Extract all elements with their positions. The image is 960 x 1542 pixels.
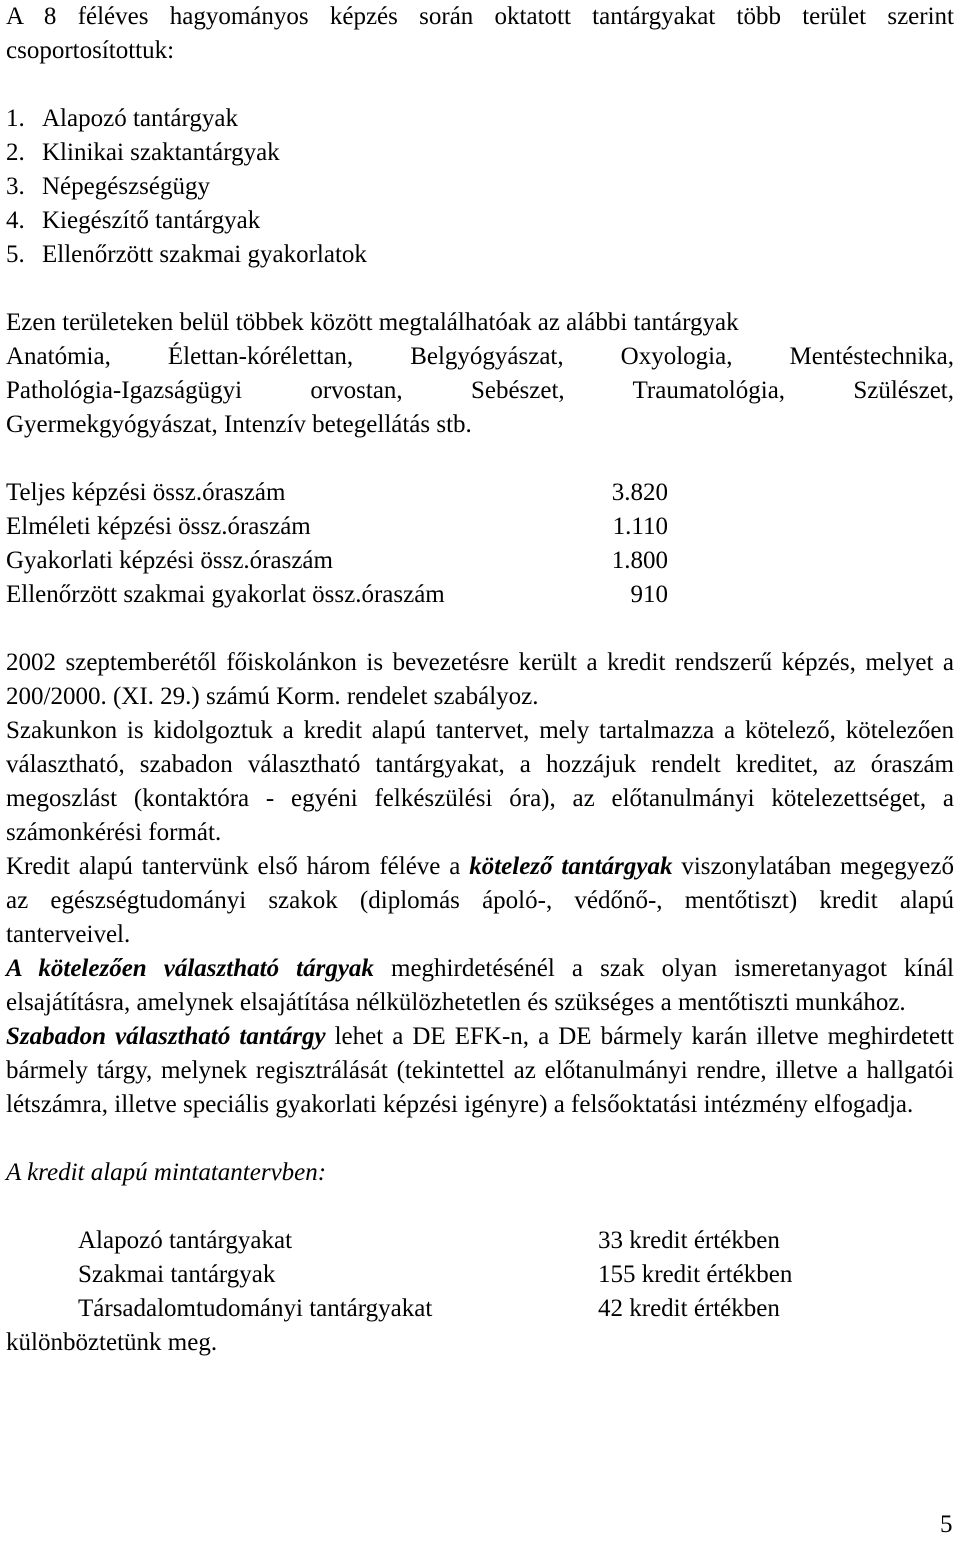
credits-label: Alapozó tantárgyakat bbox=[78, 1227, 293, 1254]
hours-row bbox=[6, 510, 954, 544]
paragraph-text: viszonylatában megegyező az egészségtudományi szakok (diplomás ápoló-, védőnő-, mentőtiszt) kredit alapú tanterveivel. bbox=[6, 853, 954, 948]
credits-value: 155 kredit értékben bbox=[598, 1261, 793, 1288]
credits-row bbox=[6, 1292, 954, 1326]
list-number: 1. bbox=[6, 105, 25, 132]
credits-table bbox=[6, 1224, 954, 1326]
hours-value: 1.110 bbox=[612, 513, 668, 540]
areas-list bbox=[6, 102, 954, 272]
list-label: Alapozó tantárgyak bbox=[42, 105, 238, 132]
sample-curriculum-heading: A kredit alapú mintatantervben: bbox=[6, 1159, 327, 1186]
list-label: Klinikai szaktantárgyak bbox=[42, 139, 280, 166]
list-item bbox=[6, 136, 954, 170]
hours-row bbox=[6, 476, 954, 510]
paragraph-text: lehet a DE EFK-n, a DE bármely karán illetve meghirdetett bármely tárgy, melynek regisztrálását (tekintettel az előtanulmányi rendre, illetve a hallgatói létszámra, illetve speciális gyakorlati képzési igényre) a felsőoktatási intézmény elfogadja. bbox=[6, 1023, 954, 1118]
closing-line: különböztetünk meg. bbox=[6, 1329, 218, 1356]
list-label: Kiegészítő tantárgyak bbox=[42, 207, 261, 234]
credit-intro-paragraph: 2002 szeptemberétől főiskolánkon is bevezetésre került a kredit rendszerű képzés, melyet a 200/2000. (XI. 29.) számú Korm. rendelet szabályoz. bbox=[6, 649, 954, 710]
subjects-line: Pathológia-Igazságügyi orvostan, Sebészet, Traumatológia, Szülészet, bbox=[6, 377, 954, 404]
intro-paragraph: A 8 féléves hagyományos képzés során oktatott tantárgyakat több terület szerint csoportosítottuk: bbox=[6, 3, 954, 64]
hours-label: Gyakorlati képzési össz.óraszám bbox=[6, 547, 333, 574]
list-label: Ellenőrzött szakmai gyakorlatok bbox=[42, 241, 367, 268]
credits-value: 42 kredit értékben bbox=[598, 1295, 780, 1322]
mandatory-subjects-emphasis: kötelező tantárgyak bbox=[469, 853, 673, 880]
hours-table bbox=[6, 476, 954, 612]
credits-value: 33 kredit értékben bbox=[598, 1227, 780, 1254]
subjects-paragraph bbox=[6, 306, 954, 442]
free-choice-paragraph bbox=[6, 1020, 954, 1122]
subjects-line: Gyermekgyógyászat, Intenzív betegellátás stb. bbox=[6, 411, 472, 438]
hours-label: Ellenőrzött szakmai gyakorlat össz.óraszám bbox=[6, 581, 445, 608]
list-number: 3. bbox=[6, 173, 25, 200]
list-number: 4. bbox=[6, 207, 25, 234]
free-choice-subject-emphasis: Szabadon választható tantárgy bbox=[6, 1023, 326, 1050]
credit-system-section bbox=[6, 646, 954, 1122]
credits-label: Szakmai tantárgyak bbox=[78, 1261, 276, 1288]
list-number: 2. bbox=[6, 139, 25, 166]
hours-value: 1.800 bbox=[611, 547, 668, 574]
paragraph-text: meghirdetésénél a szak olyan ismeretanyagot kínál elsajátításra, amelynek elsajátítása nélkülözhetetlen és szükséges a mentőtiszti munkához. bbox=[6, 955, 954, 1016]
hours-row bbox=[6, 578, 954, 612]
subjects-line: Ezen területeken belül többek között megtalálhatóak az alábbi tantárgyak bbox=[6, 309, 739, 336]
hours-value: 3.820 bbox=[611, 479, 668, 506]
page-number: 5 bbox=[940, 1511, 953, 1538]
hours-label: Teljes képzési össz.óraszám bbox=[6, 479, 286, 506]
document-page bbox=[6, 0, 954, 1360]
list-item bbox=[6, 102, 954, 136]
list-label: Népegészségügy bbox=[42, 173, 210, 200]
paragraph-text: Kredit alapú tantervünk első három féléve a bbox=[6, 853, 470, 880]
hours-value: 910 bbox=[630, 581, 668, 608]
list-item bbox=[6, 238, 954, 272]
subjects-line: Anatómia, Élettan-kórélettan, Belgyógyászat, Oxyologia, Mentéstechnika, bbox=[6, 343, 954, 370]
list-item bbox=[6, 170, 954, 204]
curriculum-paragraph: Szakunkon is kidolgoztuk a kredit alapú tantervet, mely tartalmazza a kötelező, kötelezően választható, szabadon választható tantárgyakat, a hozzájuk rendelt kreditet, az óraszám megoszlást (kontaktóra - egyéni felkészülési óra), az előtanulmányi kötelezettséget, a számonkérési formát. bbox=[6, 717, 954, 846]
credits-row bbox=[6, 1224, 954, 1258]
hours-label: Elméleti képzési össz.óraszám bbox=[6, 513, 311, 540]
list-number: 5. bbox=[6, 241, 25, 268]
list-item bbox=[6, 204, 954, 238]
credits-label: Társadalomtudományi tantárgyakat bbox=[78, 1295, 433, 1322]
credits-row bbox=[6, 1258, 954, 1292]
hours-row bbox=[6, 544, 954, 578]
elective-paragraph bbox=[6, 952, 954, 1020]
mandatory-paragraph bbox=[6, 850, 954, 952]
elective-subjects-emphasis: A kötelezően választható tárgyak bbox=[6, 955, 374, 982]
